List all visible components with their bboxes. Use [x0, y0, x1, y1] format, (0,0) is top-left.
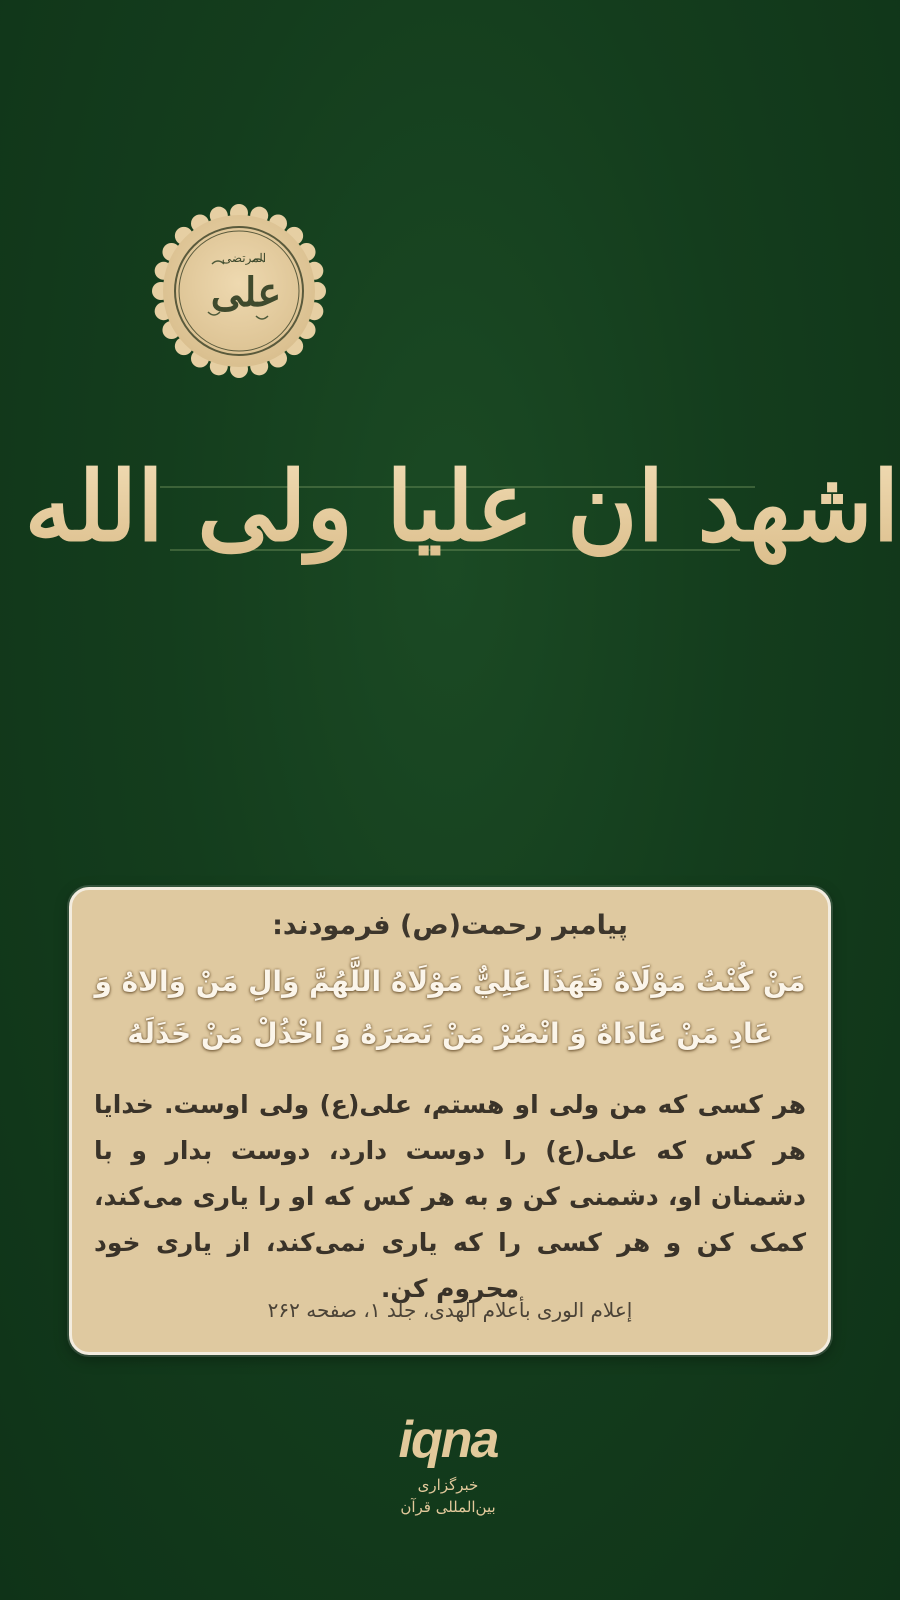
seal-small-text: المرتضی	[221, 251, 267, 265]
hadith-card	[69, 887, 831, 1355]
ali-seal-icon	[152, 204, 326, 378]
seal-main-text: علی	[210, 269, 282, 316]
logo-word: iqna	[398, 1411, 498, 1469]
iqna-logo-icon	[386, 1410, 510, 1538]
card-heading: پیامبر رحمت(ص) فرمودند:	[272, 910, 628, 941]
card-arabic-hadith: مَنْ كُنْتُ مَوْلَاهُ فَهَذَا عَلِيٌّ مَوْلَاهُ اللَّهُمَّ وَالِ مَنْ وَالاهُ وَ عَادِ مَنْ عَادَاهُ وَ انْصُرْ مَنْ نَصَرَهُ وَ اخْذُلْ مَنْ خَذَلَهُ	[94, 965, 806, 1050]
shahada-calligraphy	[24, 365, 900, 615]
card-source: إعلام الوری بأعلام الهدی، جلد ۱، صفحه ۲۶۲	[267, 1298, 633, 1322]
card-translation: هر کسی که من ولی او هستم، علی(ع) ولی اوست. خدایا هر کس که علی(ع) را دوست دارد، دوست بدار و با دشمنان او، دشمنی کن و به هر کس که او را یاری می‌کند، کمک کن و هر کسی را که یاری نمی‌کند، از یاری خود محروم کن.	[94, 1090, 806, 1303]
logo-caption: خبرگزاری بین‌المللی قرآن	[400, 1476, 496, 1516]
calligraphy-text: اشهد ان علیا ولی الله	[24, 450, 900, 563]
